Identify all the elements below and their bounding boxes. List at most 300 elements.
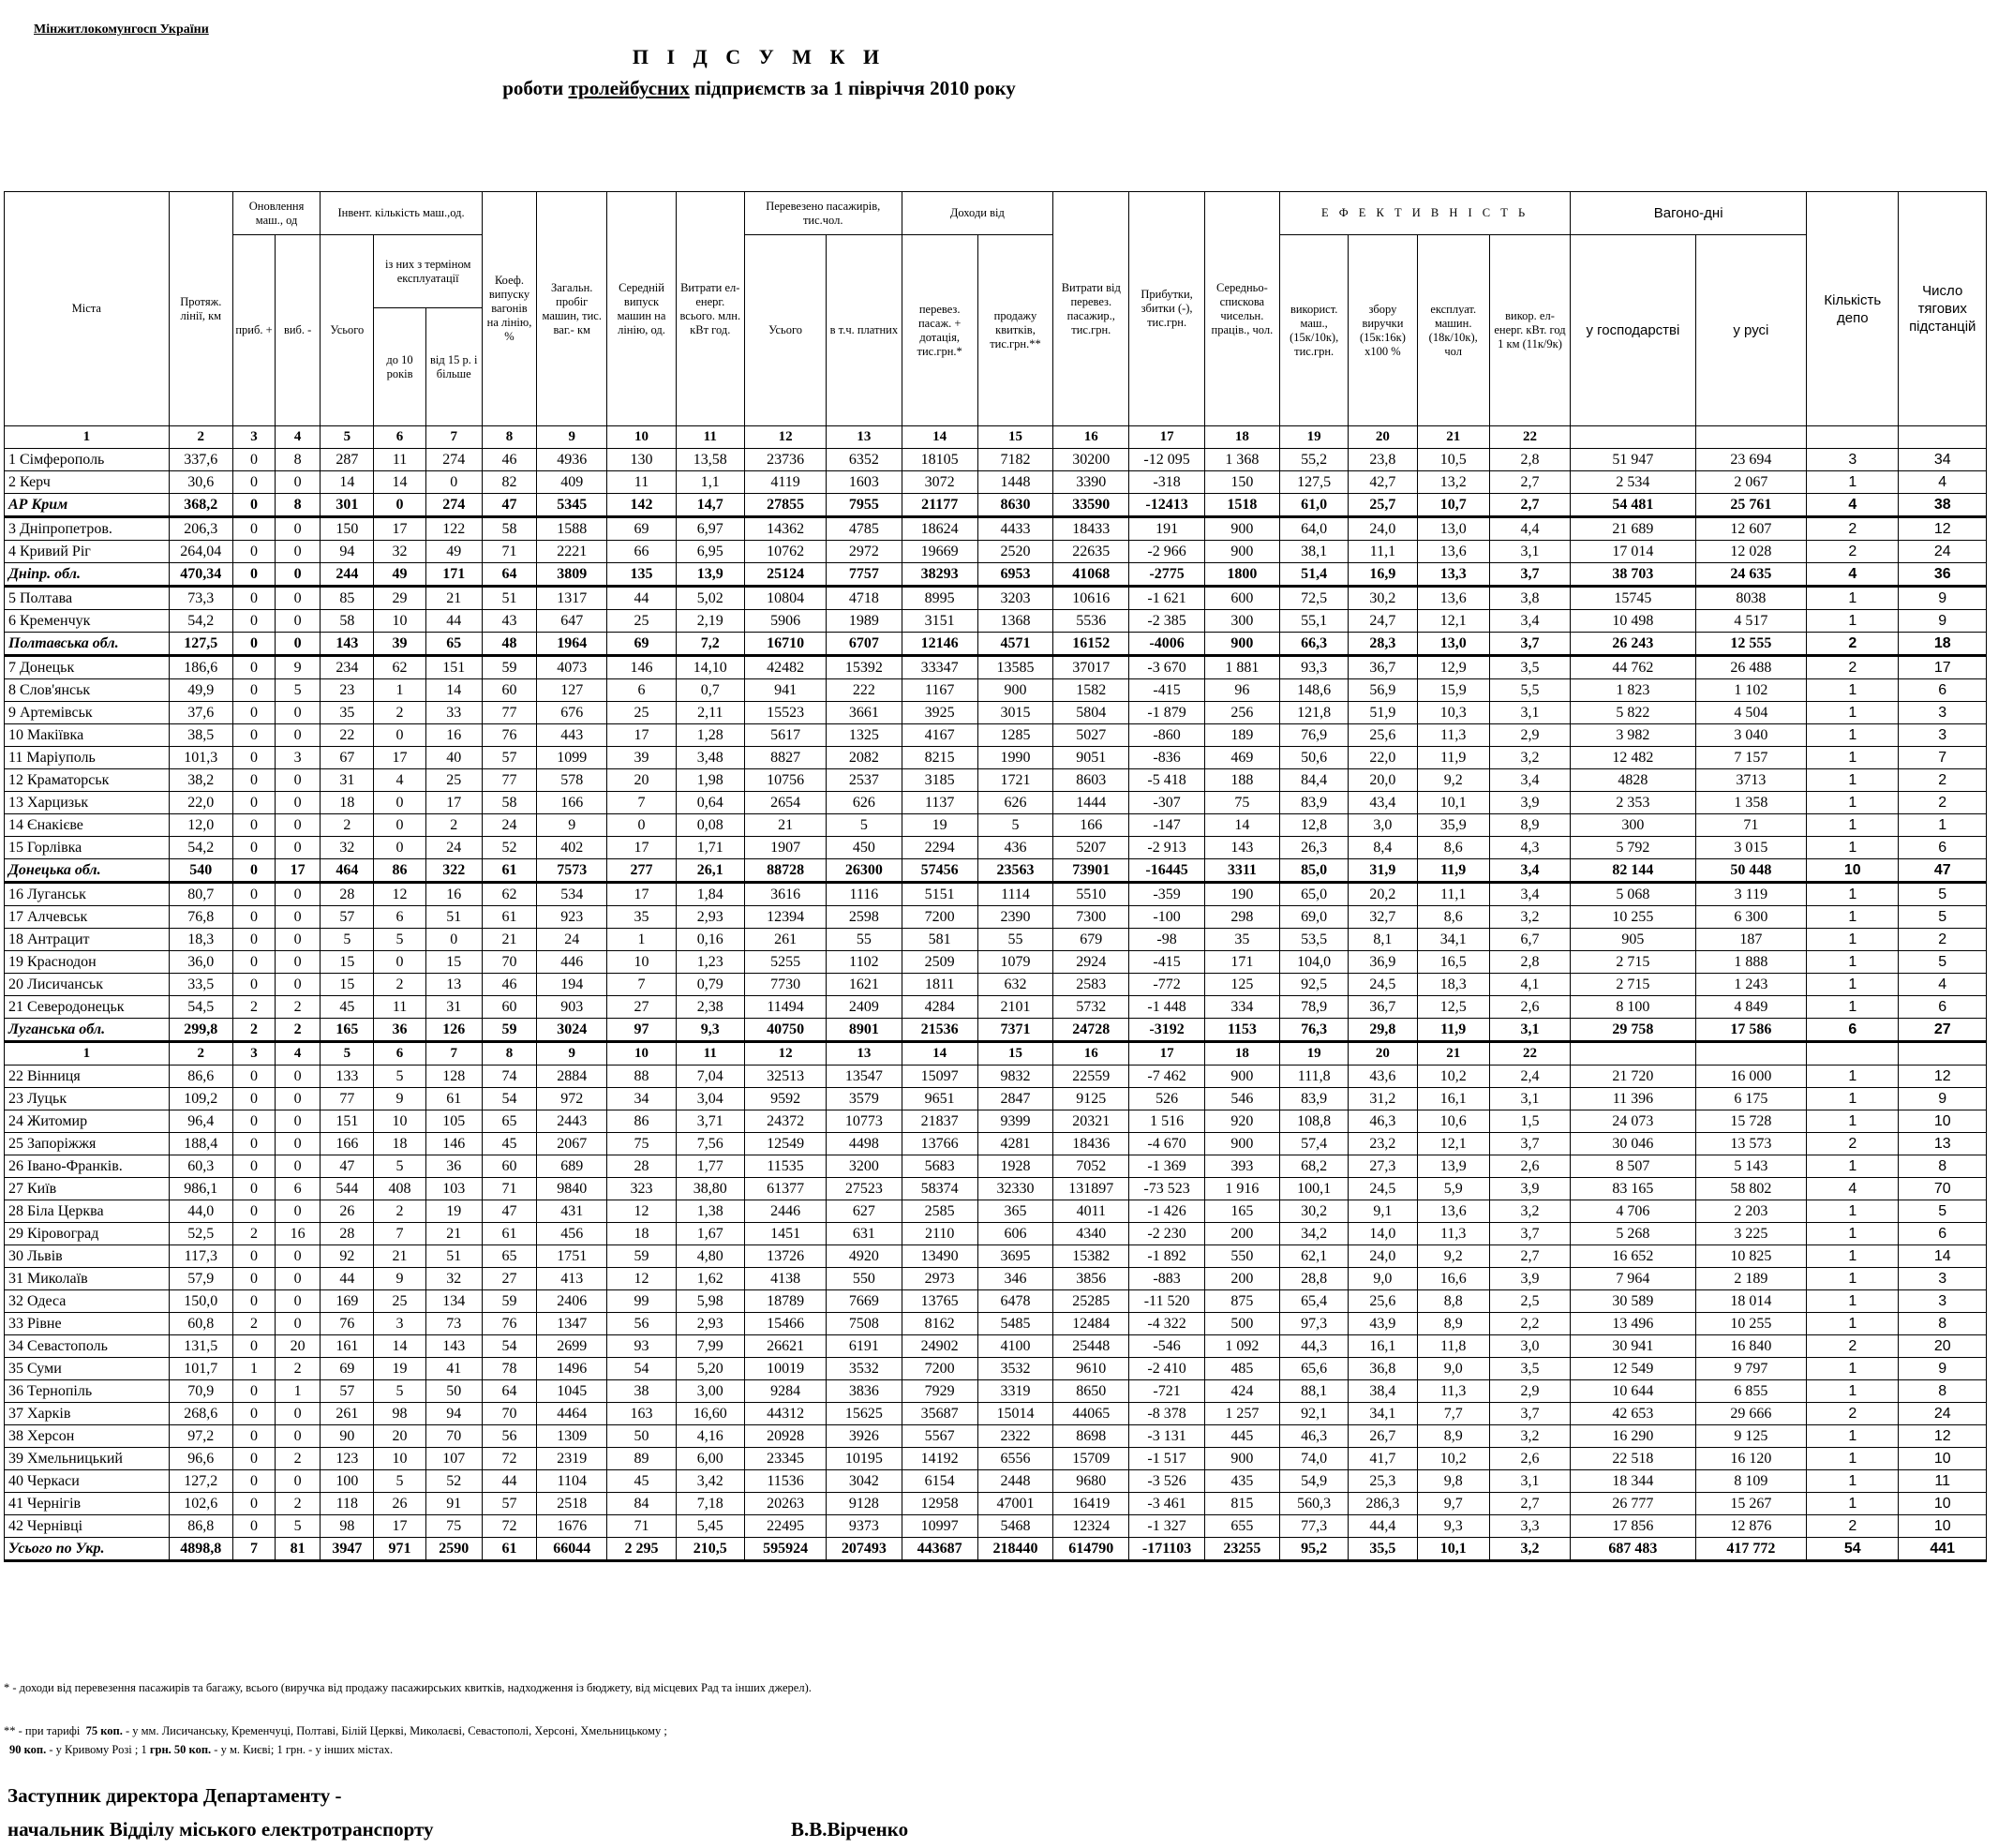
table-cell: 18,3 [1417,974,1489,996]
table-cell: 9 125 [1695,1425,1806,1448]
column-number: 7 [425,1042,482,1066]
table-cell: 16152 [1053,633,1129,656]
table-cell: 60 [482,1155,536,1178]
table-cell: 2509 [902,951,977,974]
table-cell: 5,45 [676,1515,744,1538]
table-cell: 31 [425,996,482,1019]
table-cell: 368,2 [169,494,232,517]
table-cell: 3,7 [1489,1223,1570,1245]
table-cell: 82 144 [1571,859,1695,883]
table-cell: 300 [1571,814,1695,837]
table-row [5,1515,1987,1538]
table-cell: 540 [169,859,232,883]
table-cell: 21177 [902,494,977,517]
table-cell: 10756 [744,769,826,792]
table-cell: 143 [425,1335,482,1358]
table-cell: 60 [482,679,536,702]
table-cell: 1 358 [1695,792,1806,814]
table-cell: 17 [374,517,425,541]
table-row [5,471,1987,494]
table-cell: 142 [607,494,676,517]
table-cell: 0 [232,1245,275,1268]
table-cell: 65,6 [1280,1358,1349,1380]
table-cell: 3,7 [1489,633,1570,656]
table-cell: 51 [425,1245,482,1268]
table-cell: 26 [321,1200,374,1223]
table-cell: -1 879 [1129,702,1204,724]
table-cell: 9 [374,1088,425,1110]
table-body-part2 [5,1066,1987,1561]
table-cell: -1 369 [1129,1155,1204,1178]
table-cell: 8038 [1695,587,1806,610]
table-cell: 22 518 [1571,1448,1695,1470]
header-substations: Число тягових підстанцій [1899,192,1987,426]
header-eff-energy: викор. ел-енерг. кВт. год 1 км (11к/9к) [1489,235,1570,426]
table-cell: 0 [232,974,275,996]
column-number: 18 [1204,1042,1279,1066]
table-row [5,814,1987,837]
table-cell: 86,6 [169,1066,232,1088]
table-cell: 95,2 [1280,1538,1349,1561]
table-cell: 1,71 [676,837,744,859]
table-cell: 5345 [537,494,607,517]
table-cell: 3695 [977,1245,1052,1268]
table-cell: 1309 [537,1425,607,1448]
city-name: 27 Київ [5,1178,170,1200]
city-name: 11 Маріуполь [5,747,170,769]
table-cell: 54 [482,1335,536,1358]
table-cell: 25,6 [1349,724,1417,747]
table-cell: 10 [607,951,676,974]
table-cell: 30,2 [1280,1200,1349,1223]
table-cell: 409 [537,471,607,494]
table-cell: 78,9 [1280,996,1349,1019]
table-cell: 171 [425,563,482,587]
table-cell: 42 653 [1571,1403,1695,1425]
table-cell: 274 [425,494,482,517]
table-cell: 12 549 [1571,1358,1695,1380]
table-cell: 3,04 [676,1088,744,1110]
table-cell: 206,3 [169,517,232,541]
table-cell: 0 [374,837,425,859]
table-cell: 36,8 [1349,1358,1417,1380]
table-cell: 100 [321,1470,374,1493]
table-cell: 3809 [537,563,607,587]
table-cell: 3,4 [1489,610,1570,633]
table-cell: 1 [1807,792,1899,814]
table-cell: 13,3 [1417,563,1489,587]
table-cell: 28 [321,1223,374,1245]
table-cell: 10 [1899,1448,1987,1470]
table-cell: 36,7 [1349,996,1417,1019]
table-cell: 2 [1899,769,1987,792]
table-cell: 600 [1204,587,1279,610]
table-cell: 94 [425,1403,482,1425]
table-cell: 200 [1204,1268,1279,1290]
table-cell: 3947 [321,1538,374,1561]
table-cell: 445 [1204,1425,1279,1448]
table-cell: 3,9 [1489,1178,1570,1200]
table-row [5,1066,1987,1088]
table-cell: 1451 [744,1223,826,1245]
table-cell: 5 [276,679,321,702]
table-cell: 3,7 [1489,563,1570,587]
table-cell: 2 [1807,1515,1899,1538]
table-cell: 8 [276,494,321,517]
table-cell: 13,9 [676,563,744,587]
header-eff-exploit: експлуат. машин. (18к/10к), чол [1417,235,1489,426]
table-cell: 3,42 [676,1470,744,1493]
table-cell: 186,6 [169,656,232,679]
table-cell: 1 [1807,837,1899,859]
table-cell: 210,5 [676,1538,744,1561]
table-row [5,1155,1987,1178]
column-number: 16 [1053,1042,1129,1066]
table-cell: 32 [425,1268,482,1290]
table-cell: 4284 [902,996,977,1019]
table-cell: 54,9 [1280,1470,1349,1493]
table-cell: 85,0 [1280,859,1349,883]
table-cell: 47 [482,494,536,517]
table-cell: 2 [374,702,425,724]
table-cell: 56 [607,1313,676,1335]
table-cell: 38,2 [169,769,232,792]
table-cell: 24,7 [1349,610,1417,633]
table-cell: 7669 [827,1290,902,1313]
table-cell: 92,1 [1280,1403,1349,1425]
table-cell: 125 [1204,974,1279,996]
table-cell: 5,02 [676,587,744,610]
table-cell: 8215 [902,747,977,769]
table-cell: 0 [232,1425,275,1448]
table-cell: 72 [482,1515,536,1538]
table-cell: 0 [276,837,321,859]
table-row [5,1403,1987,1425]
table-cell: 65,4 [1280,1290,1349,1313]
table-cell: 5536 [1053,610,1129,633]
table-cell: 12,1 [1417,1133,1489,1155]
column-number: 6 [374,426,425,449]
table-cell: 4 [1899,471,1987,494]
table-cell: 5,9 [1417,1178,1489,1200]
table-cell: 24,0 [1349,1245,1417,1268]
empty-cell [1807,426,1899,449]
table-cell: 1907 [744,837,826,859]
city-name: 40 Черкаси [5,1470,170,1493]
table-cell: 470,34 [169,563,232,587]
table-cell: 9399 [977,1110,1052,1133]
table-cell: 1,98 [676,769,744,792]
table-cell: 2654 [744,792,826,814]
table-cell: 9 [276,656,321,679]
city-name: 5 Полтава [5,587,170,610]
table-cell: 14,0 [1349,1223,1417,1245]
table-row [5,610,1987,633]
table-cell: 16 840 [1695,1335,1806,1358]
table-cell: 37017 [1053,656,1129,679]
table-cell: 7,2 [676,633,744,656]
table-cell: 3390 [1053,471,1129,494]
table-cell: 89 [607,1448,676,1470]
table-cell: 38293 [902,563,977,587]
table-cell: 4898,8 [169,1538,232,1561]
column-number: 2 [169,1042,232,1066]
table-cell: 0 [232,563,275,587]
table-cell: 72,5 [1280,587,1349,610]
table-cell: 4936 [537,449,607,471]
city-name: 26 Івано-Франків. [5,1155,170,1178]
table-cell: 14 [374,1335,425,1358]
table-cell: 450 [827,837,902,859]
table-cell: 550 [1204,1245,1279,1268]
table-cell: 8995 [902,587,977,610]
table-cell: 0 [232,633,275,656]
table-cell: 8650 [1053,1380,1129,1403]
table-cell: 5 [374,1380,425,1403]
table-cell: 4281 [977,1133,1052,1155]
table-cell: 1 [1807,747,1899,769]
table-cell: 86 [607,1110,676,1133]
table-row [5,656,1987,679]
table-cell: 0 [276,541,321,563]
table-cell: 58374 [902,1178,977,1200]
table-cell: 1 [1807,724,1899,747]
city-name: 21 Северодонецьк [5,996,170,1019]
table-cell: 4 517 [1695,610,1806,633]
table-cell: 9 [1899,1358,1987,1380]
column-number: 8 [482,426,536,449]
table-cell: -73 523 [1129,1178,1204,1200]
table-cell: 0 [276,1290,321,1313]
table-cell: 5906 [744,610,826,633]
table-cell: -836 [1129,747,1204,769]
table-cell: 8698 [1053,1425,1129,1448]
table-cell: 16,6 [1417,1268,1489,1290]
table-cell: 9051 [1053,747,1129,769]
table-cell: 5468 [977,1515,1052,1538]
table-cell: 3200 [827,1155,902,1178]
table-cell: 431 [537,1200,607,1223]
table-cell: 4 706 [1571,1200,1695,1223]
table-cell: 0 [276,792,321,814]
table-cell: 5804 [1053,702,1129,724]
table-cell: 441 [1899,1538,1987,1561]
table-cell: 2406 [537,1290,607,1313]
table-cell: 15014 [977,1403,1052,1425]
table-cell: 0 [232,906,275,929]
table-cell: 47 [482,1200,536,1223]
table-cell: 1 [1807,951,1899,974]
table-cell: 18789 [744,1290,826,1313]
table-cell: 73 [425,1313,482,1335]
table-cell: 69,0 [1280,906,1349,929]
city-name: 1 Сімферополь [5,449,170,471]
table-row [5,792,1987,814]
header-income-tickets: продажу квитків, тис.грн.** [977,235,1052,426]
table-cell: 44 [607,587,676,610]
table-cell: 2 715 [1571,951,1695,974]
table-cell: 10773 [827,1110,902,1133]
table-cell: 578 [537,769,607,792]
table-cell: -2 230 [1129,1223,1204,1245]
table-cell: 3579 [827,1088,902,1110]
table-cell: 687 483 [1571,1538,1695,1561]
table-cell: 3 [1899,1290,1987,1313]
table-cell: 3,1 [1489,1470,1570,1493]
table-cell: 57 [321,1380,374,1403]
table-cell: 13,0 [1417,633,1489,656]
table-cell: 7,99 [676,1335,744,1358]
table-cell: 11 [1899,1470,1987,1493]
table-cell: 9 [1899,587,1987,610]
table-cell: 0 [232,814,275,837]
header-update-in: приб. + [232,235,275,426]
table-cell: 287 [321,449,374,471]
city-name: 15 Горлівка [5,837,170,859]
table-cell: 7730 [744,974,826,996]
table-cell: 19 [425,1200,482,1223]
table-cell: 43,9 [1349,1313,1417,1335]
table-cell: 4 [374,769,425,792]
table-cell: 923 [537,906,607,929]
header-income-transport: перевез. пасаж. + дотація, тис.грн.* [902,235,977,426]
table-cell: 9373 [827,1515,902,1538]
table-cell: -7 462 [1129,1066,1204,1088]
city-name: 9 Артемівськ [5,702,170,724]
table-cell: 7955 [827,494,902,517]
table-cell: 1 [1807,1290,1899,1313]
table-cell: 301 [321,494,374,517]
table-cell: 70,9 [169,1380,232,1403]
table-cell: 0 [232,1088,275,1110]
table-cell: 1,62 [676,1268,744,1290]
table-cell: 13 573 [1695,1133,1806,1155]
table-cell: 0 [276,1403,321,1425]
table-cell: 5 792 [1571,837,1695,859]
table-cell: 1 257 [1204,1403,1279,1425]
table-cell: 18105 [902,449,977,471]
city-name: 2 Керч [5,471,170,494]
table-cell: 0 [232,1290,275,1313]
table-cell: 62,1 [1280,1245,1349,1268]
table-cell: 35,5 [1349,1538,1417,1561]
table-cell: 0 [276,517,321,541]
table-cell: 23736 [744,449,826,471]
table-cell: 47 [1899,859,1987,883]
title-line1: П І Д С У М К И [632,45,887,68]
table-cell: 4571 [977,633,1052,656]
column-number: 8 [482,1042,536,1066]
table-cell: 5 [977,814,1052,837]
table-cell: 20263 [744,1493,826,1515]
table-cell: 0 [232,702,275,724]
table-cell: 9651 [902,1088,977,1110]
table-cell: 12 [607,1268,676,1290]
city-name: 20 Лисичанськ [5,974,170,996]
table-cell: 11,3 [1417,1380,1489,1403]
table-cell: 2294 [902,837,977,859]
table-cell: 92 [321,1245,374,1268]
table-cell: 8901 [827,1019,902,1042]
table-cell: 100,1 [1280,1178,1349,1200]
table-cell: 1 [1807,1245,1899,1268]
table-cell: 2221 [537,541,607,563]
table-cell: 218440 [977,1538,1052,1561]
table-cell: 84,4 [1280,769,1349,792]
table-cell: 0 [232,883,275,906]
column-number: 20 [1349,1042,1417,1066]
table-cell: 99 [607,1290,676,1313]
table-cell: 128 [425,1066,482,1088]
table-cell: 2,93 [676,1313,744,1335]
table-cell: 10 [374,1448,425,1470]
table-cell: 4 [1807,494,1899,517]
table-cell: 12 [607,1200,676,1223]
table-cell: 0 [276,1425,321,1448]
table-cell: 3,48 [676,747,744,769]
table-cell: 73901 [1053,859,1129,883]
city-name: 14 Єнакієве [5,814,170,837]
table-cell: 26 243 [1571,633,1695,656]
table-cell: 77 [482,769,536,792]
table-cell: 0 [232,1268,275,1290]
table-cell: -16445 [1129,859,1204,883]
table-cell: 13,0 [1417,517,1489,541]
table-cell: 50 448 [1695,859,1806,883]
table-cell: 1 [1807,1223,1899,1245]
table-cell: 71 [482,541,536,563]
table-cell: 900 [1204,633,1279,656]
table-row [5,1380,1987,1403]
table-cell: 5 [1899,1200,1987,1223]
table-cell: 986,1 [169,1178,232,1200]
table-cell: 15745 [1571,587,1695,610]
table-cell: 3 119 [1695,883,1806,906]
table-cell: 46,3 [1349,1110,1417,1133]
table-cell: -2 410 [1129,1358,1204,1380]
table-cell: 10,3 [1417,702,1489,724]
table-row [5,1223,1987,1245]
table-cell: 1 [1807,1380,1899,1403]
table-cell: 2847 [977,1088,1052,1110]
table-cell: 1 [276,1380,321,1403]
table-cell: 0 [374,814,425,837]
header-term-group: із них з терміном експлуатації [374,235,482,308]
table-cell: 22,0 [1349,747,1417,769]
table-cell: 5 822 [1571,702,1695,724]
table-cell: 24902 [902,1335,977,1358]
table-cell: -147 [1129,814,1204,837]
empty-cell [1899,426,1987,449]
table-cell: 10 825 [1695,1245,1806,1268]
table-cell: 11,3 [1417,1223,1489,1245]
table-cell: 2,19 [676,610,744,633]
table-cell: 13 496 [1571,1313,1695,1335]
table-cell: 60 [482,996,536,1019]
table-cell: 36,9 [1349,951,1417,974]
table-cell: 544 [321,1178,374,1200]
table-cell: 6556 [977,1448,1052,1470]
table-cell: 1,77 [676,1155,744,1178]
subtotal-row [5,494,1987,517]
table-cell: 3,8 [1489,587,1570,610]
table-cell: 27523 [827,1178,902,1200]
table-cell: 0 [276,610,321,633]
table-cell: 15392 [827,656,902,679]
table-cell: 166 [1053,814,1129,837]
table-cell: 1 [1807,1066,1899,1088]
table-cell: 6 [1899,996,1987,1019]
